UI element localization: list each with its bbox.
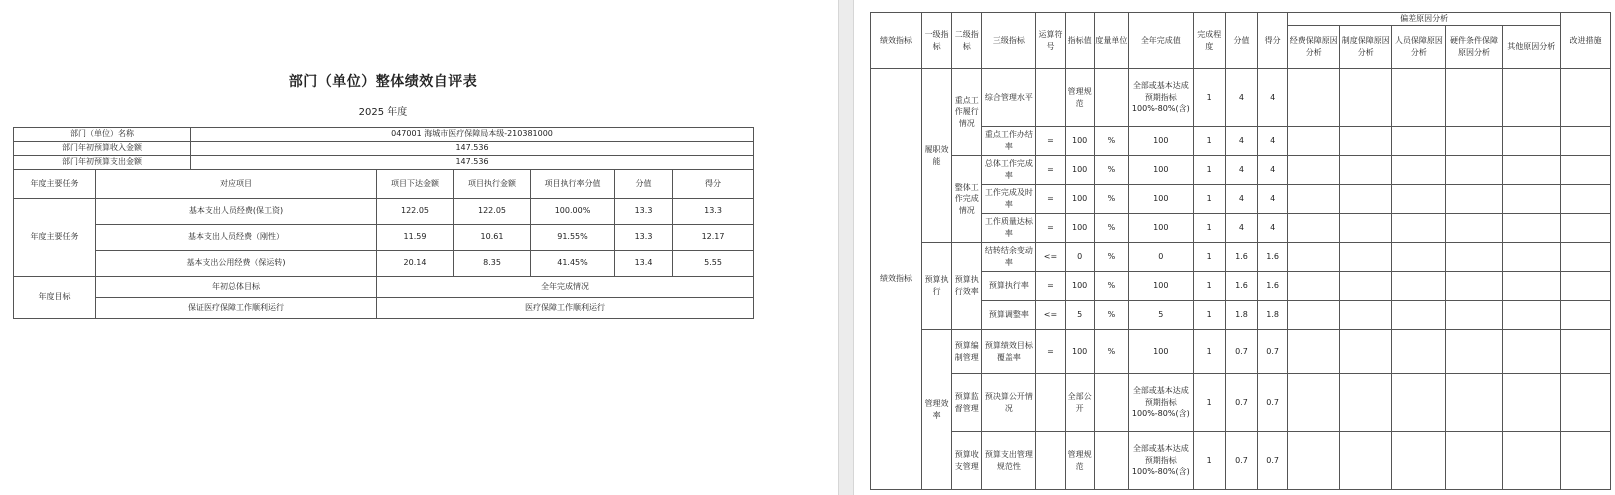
dev-cell xyxy=(1502,301,1560,330)
dev-cell xyxy=(1340,127,1392,156)
dev-cell xyxy=(1288,330,1340,374)
header-level1: 一级指标 xyxy=(921,13,951,69)
dev-cell xyxy=(1340,214,1392,243)
actual-cell: 5 xyxy=(1129,301,1194,330)
target-cell: 100 xyxy=(1065,330,1094,374)
dev-cell xyxy=(1288,374,1340,432)
header-issued: 项目下达金额 xyxy=(377,170,454,199)
task-issued: 20.14 xyxy=(377,251,454,277)
dev-cell xyxy=(1288,432,1340,490)
header-score-value: 分值 xyxy=(1225,13,1257,69)
dev-cell xyxy=(1392,156,1446,185)
dev-cell xyxy=(1392,301,1446,330)
header-level3: 三级指标 xyxy=(982,13,1036,69)
dev-cell xyxy=(1446,214,1502,243)
task-item: 基本支出人员经费(保工资) xyxy=(96,199,377,225)
goal-completion-header: 全年完成情况 xyxy=(377,277,754,298)
level3-cell: 工作完成及时率 xyxy=(982,185,1036,214)
dev-cell xyxy=(1502,156,1560,185)
actual-cell: 全部或基本达成预期指标100%-80%(含) xyxy=(1129,432,1194,490)
level3-cell: 预决算公开情况 xyxy=(982,374,1036,432)
header-improve: 改进措施 xyxy=(1560,13,1610,69)
degree-cell: 1 xyxy=(1193,374,1225,432)
header-deviation: 偏差原因分析 xyxy=(1288,13,1561,26)
score-value-cell: 1.6 xyxy=(1225,243,1257,272)
dev-cell xyxy=(1502,374,1560,432)
header-rate: 项目执行率分值 xyxy=(531,170,615,199)
dev-cell xyxy=(1288,185,1340,214)
dev-cell xyxy=(1340,301,1392,330)
score-cell: 0.7 xyxy=(1258,330,1288,374)
dev-cell xyxy=(1502,272,1560,301)
actual-cell: 全部或基本达成预期指标100%-80%(含) xyxy=(1129,374,1194,432)
task-score: 12.17 xyxy=(673,225,754,251)
operator-cell xyxy=(1036,374,1065,432)
indicator-row xyxy=(871,214,1611,243)
header-indicator: 绩效指标 xyxy=(871,13,922,69)
dev-cell xyxy=(1446,301,1502,330)
task-row xyxy=(14,251,754,277)
improve-cell xyxy=(1560,243,1610,272)
indicator-row xyxy=(871,330,1611,374)
dev-cell xyxy=(1446,243,1502,272)
degree-cell: 1 xyxy=(1193,214,1225,243)
dev-cell xyxy=(1502,330,1560,374)
dev-cell xyxy=(1340,185,1392,214)
page-year: 2025 年度 xyxy=(358,107,408,118)
task-rate: 41.45% xyxy=(531,251,615,277)
task-header-row xyxy=(14,170,754,199)
degree-cell: 1 xyxy=(1193,301,1225,330)
improve-cell xyxy=(1560,69,1610,127)
operator-cell: = xyxy=(1036,272,1065,301)
header-unit: 度量单位 xyxy=(1094,13,1128,69)
level3-cell: 预算绩效目标覆盖率 xyxy=(982,330,1036,374)
dev-cell xyxy=(1502,243,1560,272)
degree-cell: 1 xyxy=(1193,432,1225,490)
actual-cell: 100 xyxy=(1129,127,1194,156)
unit-cell xyxy=(1094,374,1128,432)
degree-cell: 1 xyxy=(1193,156,1225,185)
dev-cell xyxy=(1288,127,1340,156)
dev-cell xyxy=(1392,214,1446,243)
dev-cell xyxy=(1340,272,1392,301)
score-cell: 4 xyxy=(1258,156,1288,185)
header-executed: 项目执行金额 xyxy=(454,170,531,199)
target-cell: 5 xyxy=(1065,301,1094,330)
target-cell: 100 xyxy=(1065,272,1094,301)
header-dev-personnel: 人员保障原因分析 xyxy=(1392,26,1446,69)
dev-cell xyxy=(1288,156,1340,185)
task-issued: 11.59 xyxy=(377,225,454,251)
actual-cell: 全部或基本达成预期指标100%-80%(含) xyxy=(1129,69,1194,127)
dev-cell xyxy=(1446,272,1502,301)
dev-cell xyxy=(1392,272,1446,301)
task-rate: 91.55% xyxy=(531,225,615,251)
score-cell: 1.6 xyxy=(1258,272,1288,301)
goal-completion-value: 医疗保障工作顺利运行 xyxy=(377,298,754,319)
score-cell: 4 xyxy=(1258,185,1288,214)
unit-cell: % xyxy=(1094,243,1128,272)
task-item: 基本支出人员经费（刚性） xyxy=(96,225,377,251)
header-dev-funding: 经费保障原因分析 xyxy=(1288,26,1340,69)
level3-cell: 预算执行率 xyxy=(982,272,1036,301)
actual-cell: 100 xyxy=(1129,156,1194,185)
dev-cell xyxy=(1446,432,1502,490)
goal-initial-header: 年初总体目标 xyxy=(96,277,377,298)
income-label: 部门年初预算收入金额 xyxy=(14,142,191,156)
level2-label: 整体工作完成情况 xyxy=(952,156,982,243)
improve-cell xyxy=(1560,156,1610,185)
header-dev-system: 制度保障原因分析 xyxy=(1340,26,1392,69)
indicator-row xyxy=(871,432,1611,490)
score-value-cell: 4 xyxy=(1225,214,1257,243)
task-score-value: 13.3 xyxy=(615,225,673,251)
dev-cell xyxy=(1446,127,1502,156)
income-row xyxy=(14,142,754,156)
dev-cell xyxy=(1446,374,1502,432)
task-issued: 122.05 xyxy=(377,199,454,225)
dev-cell xyxy=(1502,69,1560,127)
page-gutter xyxy=(838,0,854,495)
indicator-row xyxy=(871,127,1611,156)
operator-cell: = xyxy=(1036,127,1065,156)
level3-cell: 工作质量达标率 xyxy=(982,214,1036,243)
target-cell: 全部公开 xyxy=(1065,374,1094,432)
actual-cell: 0 xyxy=(1129,243,1194,272)
score-cell: 1.6 xyxy=(1258,243,1288,272)
performance-indicator-table xyxy=(870,12,1611,490)
header-score: 得分 xyxy=(673,170,754,199)
dev-cell xyxy=(1340,374,1392,432)
task-score-value: 13.4 xyxy=(615,251,673,277)
score-value-cell: 4 xyxy=(1225,156,1257,185)
task-score: 5.55 xyxy=(673,251,754,277)
expense-label: 部门年初预算支出金额 xyxy=(14,156,191,170)
dev-cell xyxy=(1340,432,1392,490)
dev-cell xyxy=(1502,214,1560,243)
unit-cell: % xyxy=(1094,330,1128,374)
dev-cell xyxy=(1392,374,1446,432)
operator-cell: = xyxy=(1036,214,1065,243)
improve-cell xyxy=(1560,127,1610,156)
target-cell: 管理规范 xyxy=(1065,69,1094,127)
indicator-row xyxy=(871,156,1611,185)
indicator-row xyxy=(871,185,1611,214)
level3-cell: 综合管理水平 xyxy=(982,69,1036,127)
improve-cell xyxy=(1560,272,1610,301)
level3-cell: 预算支出管理规范性 xyxy=(982,432,1036,490)
task-score-value: 13.3 xyxy=(615,199,673,225)
dev-cell xyxy=(1446,69,1502,127)
operator-cell: = xyxy=(1036,330,1065,374)
task-score: 13.3 xyxy=(673,199,754,225)
dev-cell xyxy=(1340,330,1392,374)
score-cell: 4 xyxy=(1258,69,1288,127)
dev-cell xyxy=(1288,69,1340,127)
dev-cell xyxy=(1340,69,1392,127)
dev-cell xyxy=(1392,69,1446,127)
header-operator: 运算符号 xyxy=(1036,13,1065,69)
unit-cell: % xyxy=(1094,272,1128,301)
level3-cell: 预算调整率 xyxy=(982,301,1036,330)
level3-cell: 重点工作办结率 xyxy=(982,127,1036,156)
score-cell: 0.7 xyxy=(1258,432,1288,490)
degree-cell: 1 xyxy=(1193,127,1225,156)
header-level2: 二级指标 xyxy=(952,13,982,69)
dev-cell xyxy=(1392,330,1446,374)
degree-cell: 1 xyxy=(1193,69,1225,127)
dev-cell xyxy=(1392,127,1446,156)
task-executed: 122.05 xyxy=(454,199,531,225)
task-item: 基本支出公用经费（保运转) xyxy=(96,251,377,277)
actual-cell: 100 xyxy=(1129,272,1194,301)
improve-cell xyxy=(1560,185,1610,214)
score-cell: 4 xyxy=(1258,127,1288,156)
indicator-row xyxy=(871,243,1611,272)
goal-header-row xyxy=(14,277,754,298)
dev-cell xyxy=(1340,156,1392,185)
indicator-row xyxy=(871,301,1611,330)
dev-cell xyxy=(1288,272,1340,301)
score-value-cell: 0.7 xyxy=(1225,374,1257,432)
operator-cell: = xyxy=(1036,156,1065,185)
level2-label: 预算执行效率 xyxy=(952,243,982,330)
dev-cell xyxy=(1502,432,1560,490)
actual-cell: 100 xyxy=(1129,330,1194,374)
score-value-cell: 4 xyxy=(1225,69,1257,127)
right-page xyxy=(854,0,1615,495)
level1-label: 履职效能 xyxy=(921,69,951,243)
dev-cell xyxy=(1502,185,1560,214)
page-title: 部门（单位）整体绩效自评表 xyxy=(288,74,478,90)
target-cell: 100 xyxy=(1065,185,1094,214)
actual-cell: 100 xyxy=(1129,214,1194,243)
header-score-value: 分值 xyxy=(615,170,673,199)
target-cell: 0 xyxy=(1065,243,1094,272)
unit-cell xyxy=(1094,432,1128,490)
degree-cell: 1 xyxy=(1193,243,1225,272)
expense-value: 147.536 xyxy=(191,156,754,170)
task-rate: 100.00% xyxy=(531,199,615,225)
score-value-cell: 4 xyxy=(1225,185,1257,214)
task-group-label: 年度主要任务 xyxy=(14,199,96,277)
degree-cell: 1 xyxy=(1193,272,1225,301)
header-row-1 xyxy=(871,13,1611,26)
operator-cell: <= xyxy=(1036,243,1065,272)
unit-cell: % xyxy=(1094,156,1128,185)
dev-cell xyxy=(1340,243,1392,272)
goal-value-row xyxy=(14,298,754,319)
improve-cell xyxy=(1560,432,1610,490)
dept-name-value: 047001 海城市医疗保障局本级-210381000 xyxy=(191,128,754,142)
dev-cell xyxy=(1392,243,1446,272)
score-cell: 4 xyxy=(1258,214,1288,243)
level2-label: 重点工作履行情况 xyxy=(952,69,982,156)
target-cell: 100 xyxy=(1065,156,1094,185)
dept-name-row xyxy=(14,128,754,142)
unit-cell: % xyxy=(1094,214,1128,243)
score-cell: 0.7 xyxy=(1258,374,1288,432)
dev-cell xyxy=(1446,330,1502,374)
indicator-row xyxy=(871,374,1611,432)
unit-cell xyxy=(1094,69,1128,127)
task-executed: 10.61 xyxy=(454,225,531,251)
level1-label: 预算执行 xyxy=(921,243,951,330)
header-dev-hardware: 硬件条件保障原因分析 xyxy=(1446,26,1502,69)
level3-cell: 结转结余变动率 xyxy=(982,243,1036,272)
dev-cell xyxy=(1288,243,1340,272)
improve-cell xyxy=(1560,330,1610,374)
dev-cell xyxy=(1392,185,1446,214)
goal-label: 年度目标 xyxy=(14,277,96,319)
task-executed: 8.35 xyxy=(454,251,531,277)
operator-cell: = xyxy=(1036,185,1065,214)
level2-label: 预算编制管理 xyxy=(952,330,982,374)
indicator-row xyxy=(871,272,1611,301)
score-value-cell: 1.6 xyxy=(1225,272,1257,301)
actual-cell: 100 xyxy=(1129,185,1194,214)
header-degree: 完成程度 xyxy=(1193,13,1225,69)
dev-cell xyxy=(1288,214,1340,243)
dev-cell xyxy=(1392,432,1446,490)
dev-cell xyxy=(1446,156,1502,185)
task-row xyxy=(14,199,754,225)
dept-name-label: 部门（单位）名称 xyxy=(14,128,191,142)
header-task: 年度主要任务 xyxy=(14,170,96,199)
target-cell: 100 xyxy=(1065,214,1094,243)
dev-cell xyxy=(1446,185,1502,214)
score-value-cell: 0.7 xyxy=(1225,330,1257,374)
operator-cell xyxy=(1036,69,1065,127)
operator-cell: <= xyxy=(1036,301,1065,330)
target-cell: 管理规范 xyxy=(1065,432,1094,490)
score-cell: 1.8 xyxy=(1258,301,1288,330)
score-value-cell: 0.7 xyxy=(1225,432,1257,490)
degree-cell: 1 xyxy=(1193,185,1225,214)
income-value: 147.536 xyxy=(191,142,754,156)
score-value-cell: 1.8 xyxy=(1225,301,1257,330)
unit-cell: % xyxy=(1094,301,1128,330)
improve-cell xyxy=(1560,374,1610,432)
overall-evaluation-table xyxy=(13,127,754,319)
degree-cell: 1 xyxy=(1193,330,1225,374)
level2-label: 预算收支管理 xyxy=(952,432,982,490)
unit-cell: % xyxy=(1094,185,1128,214)
header-actual: 全年完成值 xyxy=(1129,13,1194,69)
dev-cell xyxy=(1502,127,1560,156)
improve-cell xyxy=(1560,214,1610,243)
level1-label: 管理效率 xyxy=(921,330,951,490)
task-row xyxy=(14,225,754,251)
unit-cell: % xyxy=(1094,127,1128,156)
indicator-row xyxy=(871,69,1611,127)
header-target: 指标值 xyxy=(1065,13,1094,69)
target-cell: 100 xyxy=(1065,127,1094,156)
level3-cell: 总体工作完成率 xyxy=(982,156,1036,185)
improve-cell xyxy=(1560,301,1610,330)
score-value-cell: 4 xyxy=(1225,127,1257,156)
goal-initial-value: 保证医疗保障工作顺利运行 xyxy=(96,298,377,319)
operator-cell xyxy=(1036,432,1065,490)
header-item: 对应项目 xyxy=(96,170,377,199)
expense-row xyxy=(14,156,754,170)
header-score: 得分 xyxy=(1258,13,1288,69)
level2-label: 预算监督管理 xyxy=(952,374,982,432)
dev-cell xyxy=(1288,301,1340,330)
indicator-group-label: 绩效指标 xyxy=(871,69,922,490)
header-dev-other: 其他原因分析 xyxy=(1502,26,1560,69)
